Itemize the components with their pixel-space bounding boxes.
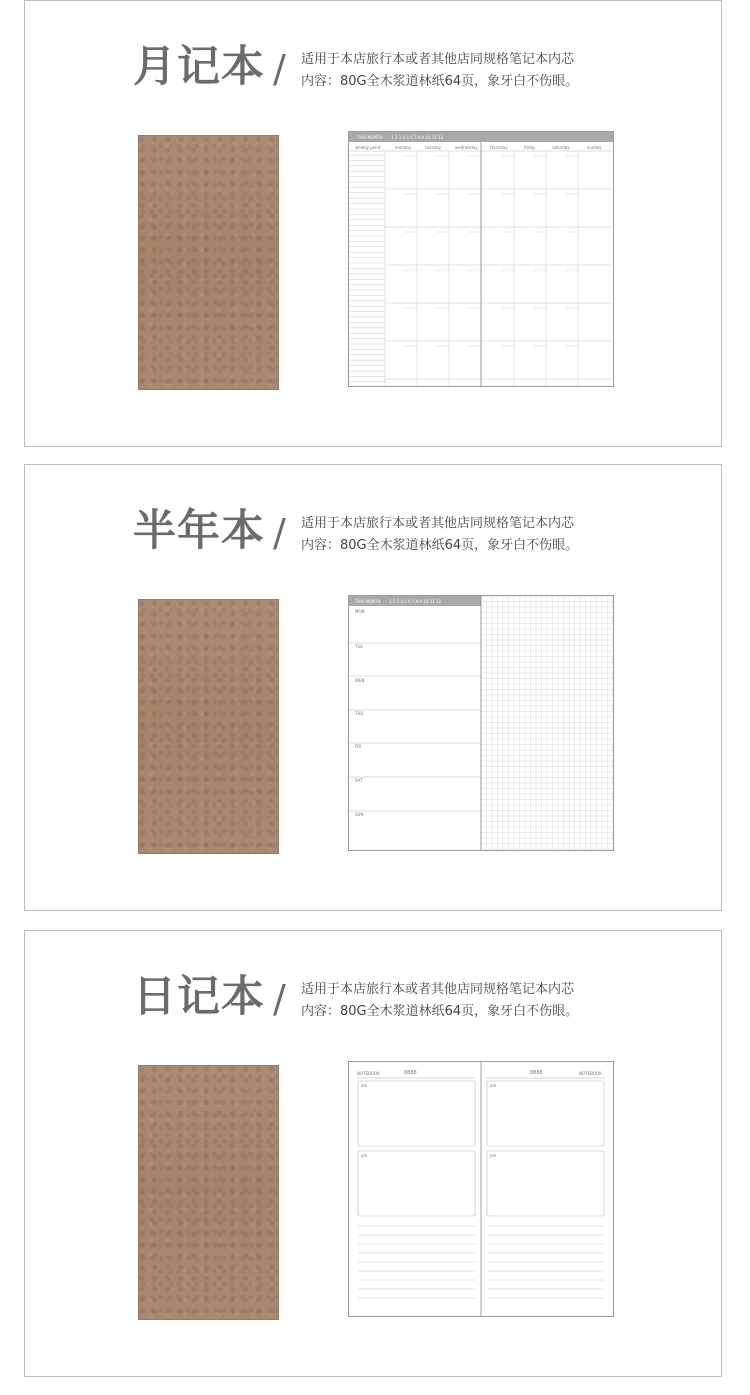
title-slash: / [273,977,286,1021]
col-label: tuesday [425,145,442,150]
day-label: MON [355,609,365,614]
description-line: 内容：80G全木浆道林纸64页，象牙白不伤眼。 [301,74,579,89]
pm-label: pm [490,1153,497,1158]
sheet-month-numbers: 1 2 3 4 5 6 7 8 9 10 11 12 [391,135,444,140]
panel-description [301,979,578,1023]
col-label: monday [395,145,412,150]
col-label: friday [524,145,536,150]
sheet-header-label: THIS MONTH [355,599,381,604]
title-slash: / [273,511,286,555]
kraft-cover-image [138,599,279,854]
description-line: 内容：80G全木浆道林纸64页，象牙白不伤眼。 [301,538,579,553]
kraft-cover-image [138,135,279,390]
panel-title: 日记本 [133,972,265,1022]
description-line: 适用于本店旅行本或者其他店同规格笔记本内芯 [301,516,575,531]
monthly-page-image [348,131,614,387]
description-line: 内容：80G全木浆道林纸64页，象牙白不伤眼。 [301,1004,579,1019]
panel-title: 半年本 [133,506,265,556]
day-label: WEN [355,678,365,683]
day-label: TUE [355,644,363,649]
col-label: saturday [552,145,570,150]
date-placeholder: 8888 [404,1070,417,1076]
panel-daily [24,930,722,1377]
col-label: sunday [587,145,602,150]
panel-description [301,513,578,557]
am-label: am [361,1083,368,1088]
panel-description [301,49,578,93]
col-label: weekly point [355,145,381,150]
day-label: FRI [355,744,362,749]
col-label: wednesday [455,145,478,150]
date-placeholder: 8888 [530,1070,543,1076]
description-line: 适用于本店旅行本或者其他店同规格笔记本内芯 [301,982,575,997]
am-label: am [490,1083,497,1088]
pm-label: pm [361,1153,368,1158]
day-label: THU [355,711,364,716]
col-label: thursday [490,145,508,150]
notebook-label: NOTEBOOK [357,1071,380,1076]
panel-half-year [24,464,722,911]
sheet-month-numbers: 1 2 3 4 5 6 7 8 9 10 11 12 [389,599,442,604]
kraft-cover-image [138,1065,279,1320]
description-line: 适用于本店旅行本或者其他店同规格笔记本内芯 [301,52,575,67]
sheet-header-label: THIS MONTH [357,135,383,140]
title-slash: / [273,47,286,91]
weekly-page-image [348,595,614,851]
day-label: SUN [355,812,364,817]
panel-title: 月记本 [133,42,265,92]
panel-monthly [24,0,722,447]
notebook-label: NOTEBOOK [579,1071,602,1076]
day-label: SAT [355,778,363,783]
daily-page-image [348,1061,614,1317]
